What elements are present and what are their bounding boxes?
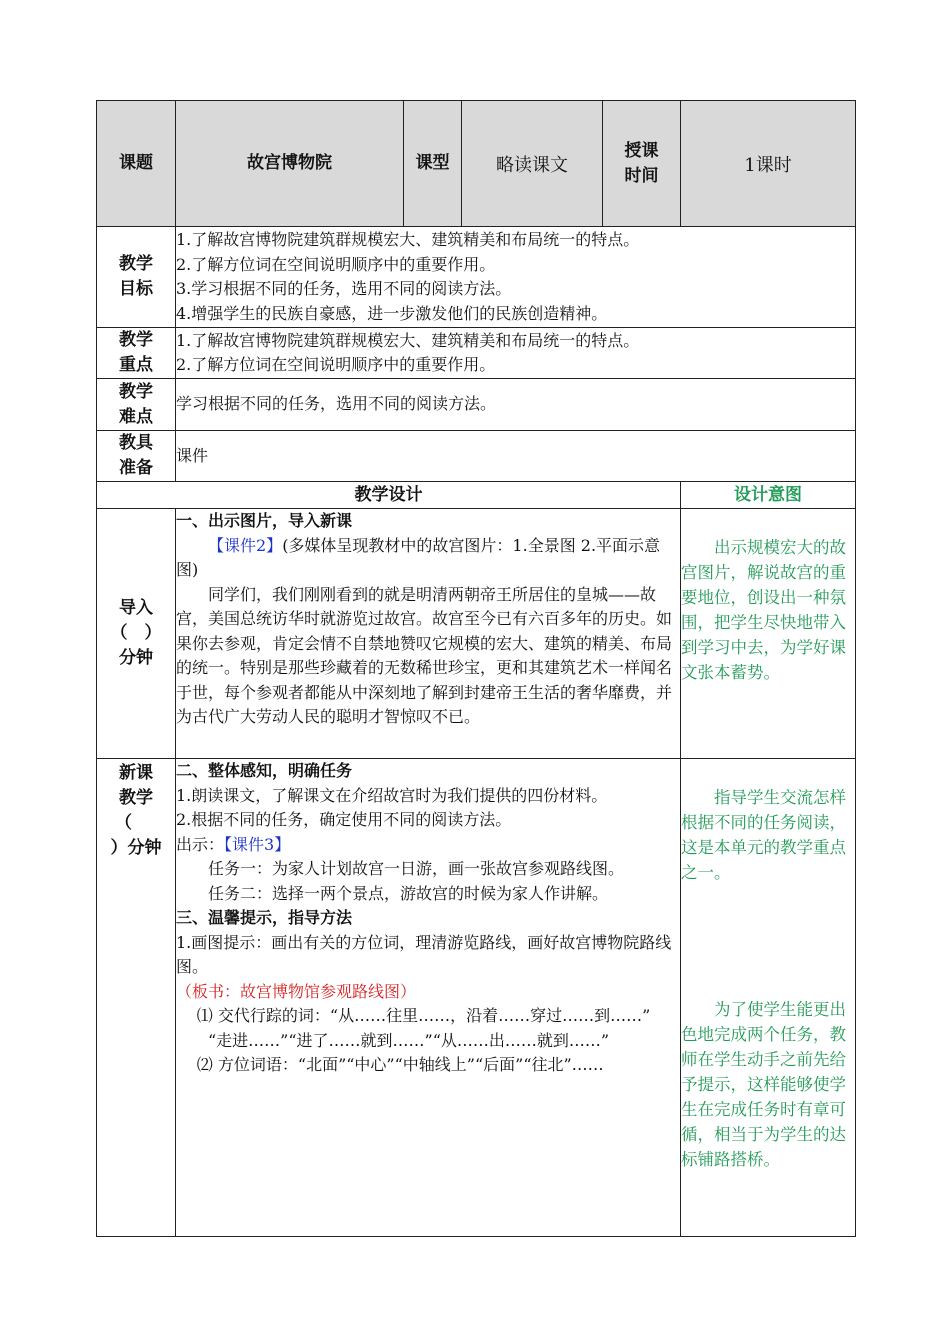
intro-label-line-1: 导入	[119, 598, 153, 618]
type-value: 略读课文	[462, 101, 603, 227]
difficulties-content: 学习根据不同的任务，选用不同的阅读方法。	[176, 379, 856, 431]
key-points-content	[176, 328, 856, 379]
goals-label-line-1: 教学	[119, 254, 153, 274]
new-lesson-label-line-2: 教学	[119, 788, 153, 808]
design-header: 教学设计	[97, 482, 681, 509]
materials-label-line-2: 准备	[119, 458, 153, 478]
goals-row	[97, 227, 856, 328]
goal-item: 1.了解故宫博物院建筑群规模宏大、建筑精美和布局统一的特点。	[176, 230, 640, 249]
tip-1: 1.画图提示：画出有关的方位词，理清游览路线，画好故宫博物院路线图。	[176, 932, 672, 976]
goal-item: 4.增强学生的民族自豪感，进一步激发他们的民族创造精神。	[176, 303, 608, 323]
task-2: 任务二：选择一两个景点，游故宫的时候为家人作讲解。	[208, 883, 609, 903]
difficulties-label-line-2: 难点	[119, 406, 153, 427]
new-lesson-intent	[681, 759, 856, 1237]
new-lesson-intent-2: 为了使学生能更出色地完成两个任务，教师在学生动手之前先给予提示，这样能够使学生在完成任务时有章可循，相当于为学生的达标铺路搭桥。	[681, 1000, 846, 1169]
difficulties-label	[97, 379, 176, 431]
goal-item: 3.学习根据不同的任务，选用不同的阅读方法。	[176, 279, 512, 298]
intent-header: 设计意图	[681, 482, 856, 509]
design-header-row	[97, 482, 856, 509]
words-1b: “走进……”“进了……就到……”“从……出……就到……”	[208, 1030, 610, 1050]
time-label-line-1: 授课	[624, 140, 659, 161]
header-row	[97, 101, 856, 227]
task-1: 任务一：为家人计划故宫一日游，画一张故宫参观路线图。	[208, 859, 625, 878]
board-note: （板书：故宫博物馆参观路线图）	[176, 981, 417, 1001]
key-point-item: 1.了解故宫博物院建筑群规模宏大、建筑精美和布局统一的特点。	[176, 330, 640, 350]
words-2: ⑵ 方位词语：“北面”“中心”“中轴线上”“后面”“往北”……	[196, 1055, 604, 1074]
materials-content: 课件	[176, 431, 856, 482]
section-2-heading: 二、整体感知，明确任务	[176, 761, 353, 780]
courseware-2-note: (多媒体呈现教材中的故宫图片：1.全景图 2.平面示意图)	[176, 535, 661, 579]
new-lesson-intent-1: 指导学生交流怎样根据不同的任务阅读，这是本单元的教学重点之一。	[681, 788, 846, 882]
key-points-label	[97, 328, 176, 379]
courseware-3-tag: 【课件3】	[224, 834, 291, 854]
goals-label-line-2: 目标	[119, 279, 153, 299]
key-points-label-line-2: 重点	[119, 355, 153, 375]
intro-label-line-2: （ ）	[110, 623, 162, 643]
key-points-label-line-1: 教学	[119, 330, 153, 350]
goals-content	[176, 227, 856, 328]
key-points-row	[97, 328, 856, 379]
intro-paragraph: 同学们，我们刚刚看到的就是明清两朝帝王所居住的皇城——故宫，美国总统访华时就游览过故宫。故宫至今已有六百多年的历史。如果你去参观，肯定会情不自禁地赞叹它规模的宏大、建筑的精美、布局的统一。特别是那些珍藏着的无数稀世珍宝，更和其建筑艺术一样闻名于世，每个参观者都能从中深刻地了解到封建帝王生活的奢华靡费，并为古代广大劳动人民的聪明才智惊叹不已。	[176, 584, 673, 726]
new-lesson-label-line-1: 新课	[119, 763, 153, 783]
new-lesson-label-line-4: ）分钟	[110, 838, 162, 858]
new-lesson-label	[97, 759, 176, 1237]
courseware-2-tag: 【课件2】	[208, 535, 283, 555]
intro-content	[176, 509, 681, 759]
intro-intent	[681, 509, 856, 759]
intro-heading: 一、出示图片，导入新课	[176, 511, 353, 530]
materials-label-line-1: 教具	[119, 433, 153, 453]
goals-label	[97, 227, 176, 328]
materials-row	[97, 431, 856, 482]
intent-spacer	[681, 885, 855, 997]
intro-intent-text: 出示规模宏大的故宫图片，解说故宫的重要地位，创设出一种氛围，把学生尽快地带入到学习中去，为学好课文张本蓄势。	[681, 538, 846, 682]
new-lesson-label-line-3: （	[115, 813, 132, 833]
intro-label	[97, 509, 176, 759]
difficulties-row	[97, 379, 856, 431]
key-point-item: 2.了解方位词在空间说明顺序中的重要作用。	[176, 355, 496, 374]
show-label: 出示：	[176, 834, 225, 854]
topic-value: 故宫博物院	[176, 101, 404, 227]
section-2-item-2: 2.根据不同的任务，确定使用不同的阅读方法。	[176, 810, 512, 829]
section-2-item-1: 1.朗读课文，了解课文在介绍故宫时为我们提供的四份材料。	[176, 785, 608, 805]
time-value: 1课时	[681, 101, 856, 227]
intro-row	[97, 509, 856, 759]
difficulties-label-line-1: 教学	[119, 381, 153, 402]
intro-label-line-3: 分钟	[119, 648, 153, 668]
type-label: 课型	[404, 101, 462, 227]
time-label-line-2: 时间	[624, 165, 659, 186]
time-label	[603, 101, 681, 227]
section-3-heading: 三、温馨提示，指导方法	[176, 908, 353, 927]
topic-label: 课题	[97, 101, 176, 227]
goal-item: 2.了解方位词在空间说明顺序中的重要作用。	[176, 254, 496, 274]
new-lesson-content	[176, 759, 681, 1237]
lesson-plan-table	[96, 100, 856, 1237]
materials-label	[97, 431, 176, 482]
new-lesson-row	[97, 759, 856, 1237]
words-1: ⑴ 交代行踪的词：“从……往里……，沿着……穿过……到……”	[196, 1006, 651, 1025]
